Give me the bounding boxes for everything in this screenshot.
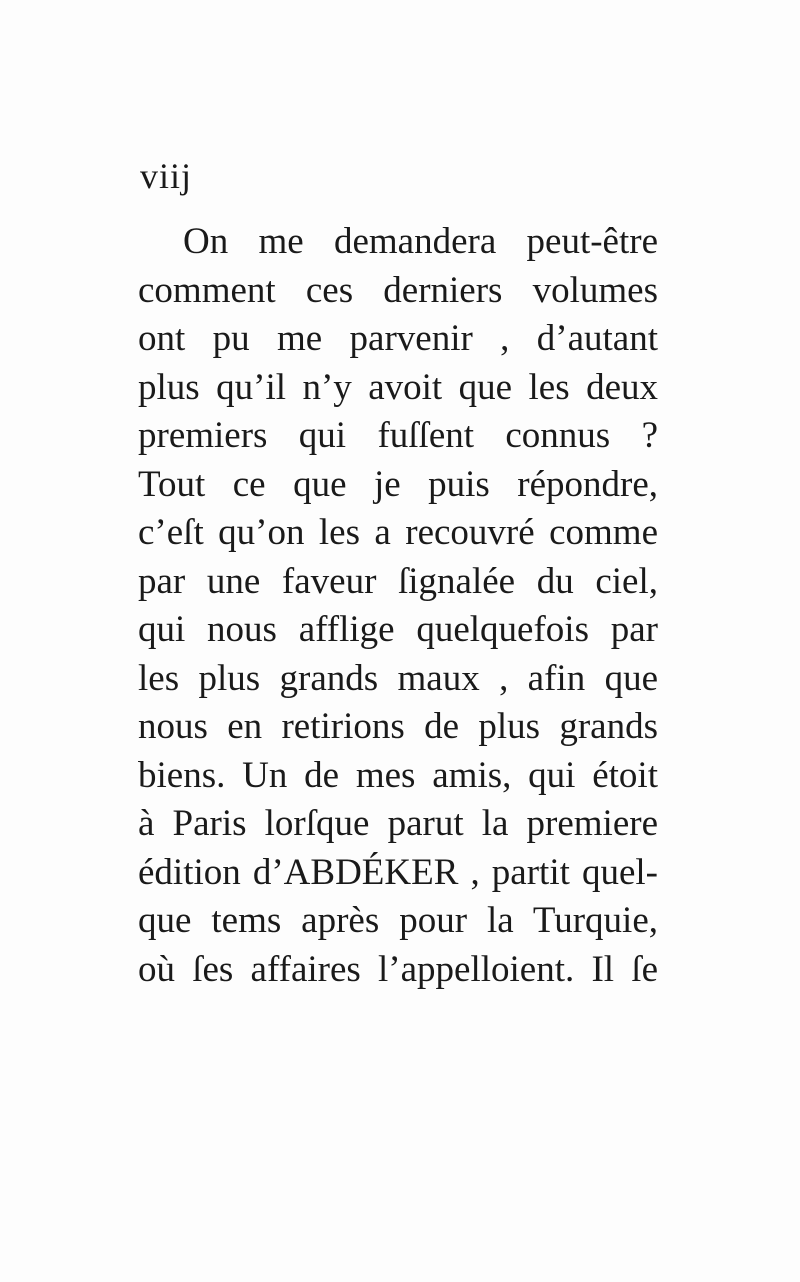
text-line: plus qu’il n’y avoit que les deux xyxy=(138,366,658,408)
text-line: c’eſt qu’on les a recouvré comme xyxy=(138,512,658,553)
text-line: ont pu me parvenir , d’autant xyxy=(138,318,658,359)
text-line: où ſes affaires l’appelloient. Il ſe xyxy=(138,948,658,990)
text-line: nous en retirions de plus grands xyxy=(138,706,658,747)
text-line: biens. Un de mes amis, qui étoit xyxy=(138,754,658,796)
text-line: les plus grands maux , afin que xyxy=(138,657,658,699)
body-text xyxy=(138,218,658,994)
text-line: édition d’ABDÉKER , partit quel- xyxy=(138,851,658,893)
text-line: par une faveur ſignalée du ciel, xyxy=(138,560,658,602)
text-line: comment ces derniers volumes xyxy=(138,269,658,311)
text-line: Tout ce que je puis répondre, xyxy=(138,463,658,505)
text-line: On me demandera peut-être xyxy=(183,221,658,262)
page-number: viij xyxy=(140,156,193,196)
text-line: premiers qui fuſſent connus ? xyxy=(138,415,658,456)
text-line: à Paris lorſque parut la premiere xyxy=(138,803,658,844)
text-line: que tems après pour la Turquie, xyxy=(138,900,658,941)
text-line: qui nous afflige quelquefois par xyxy=(138,609,658,650)
